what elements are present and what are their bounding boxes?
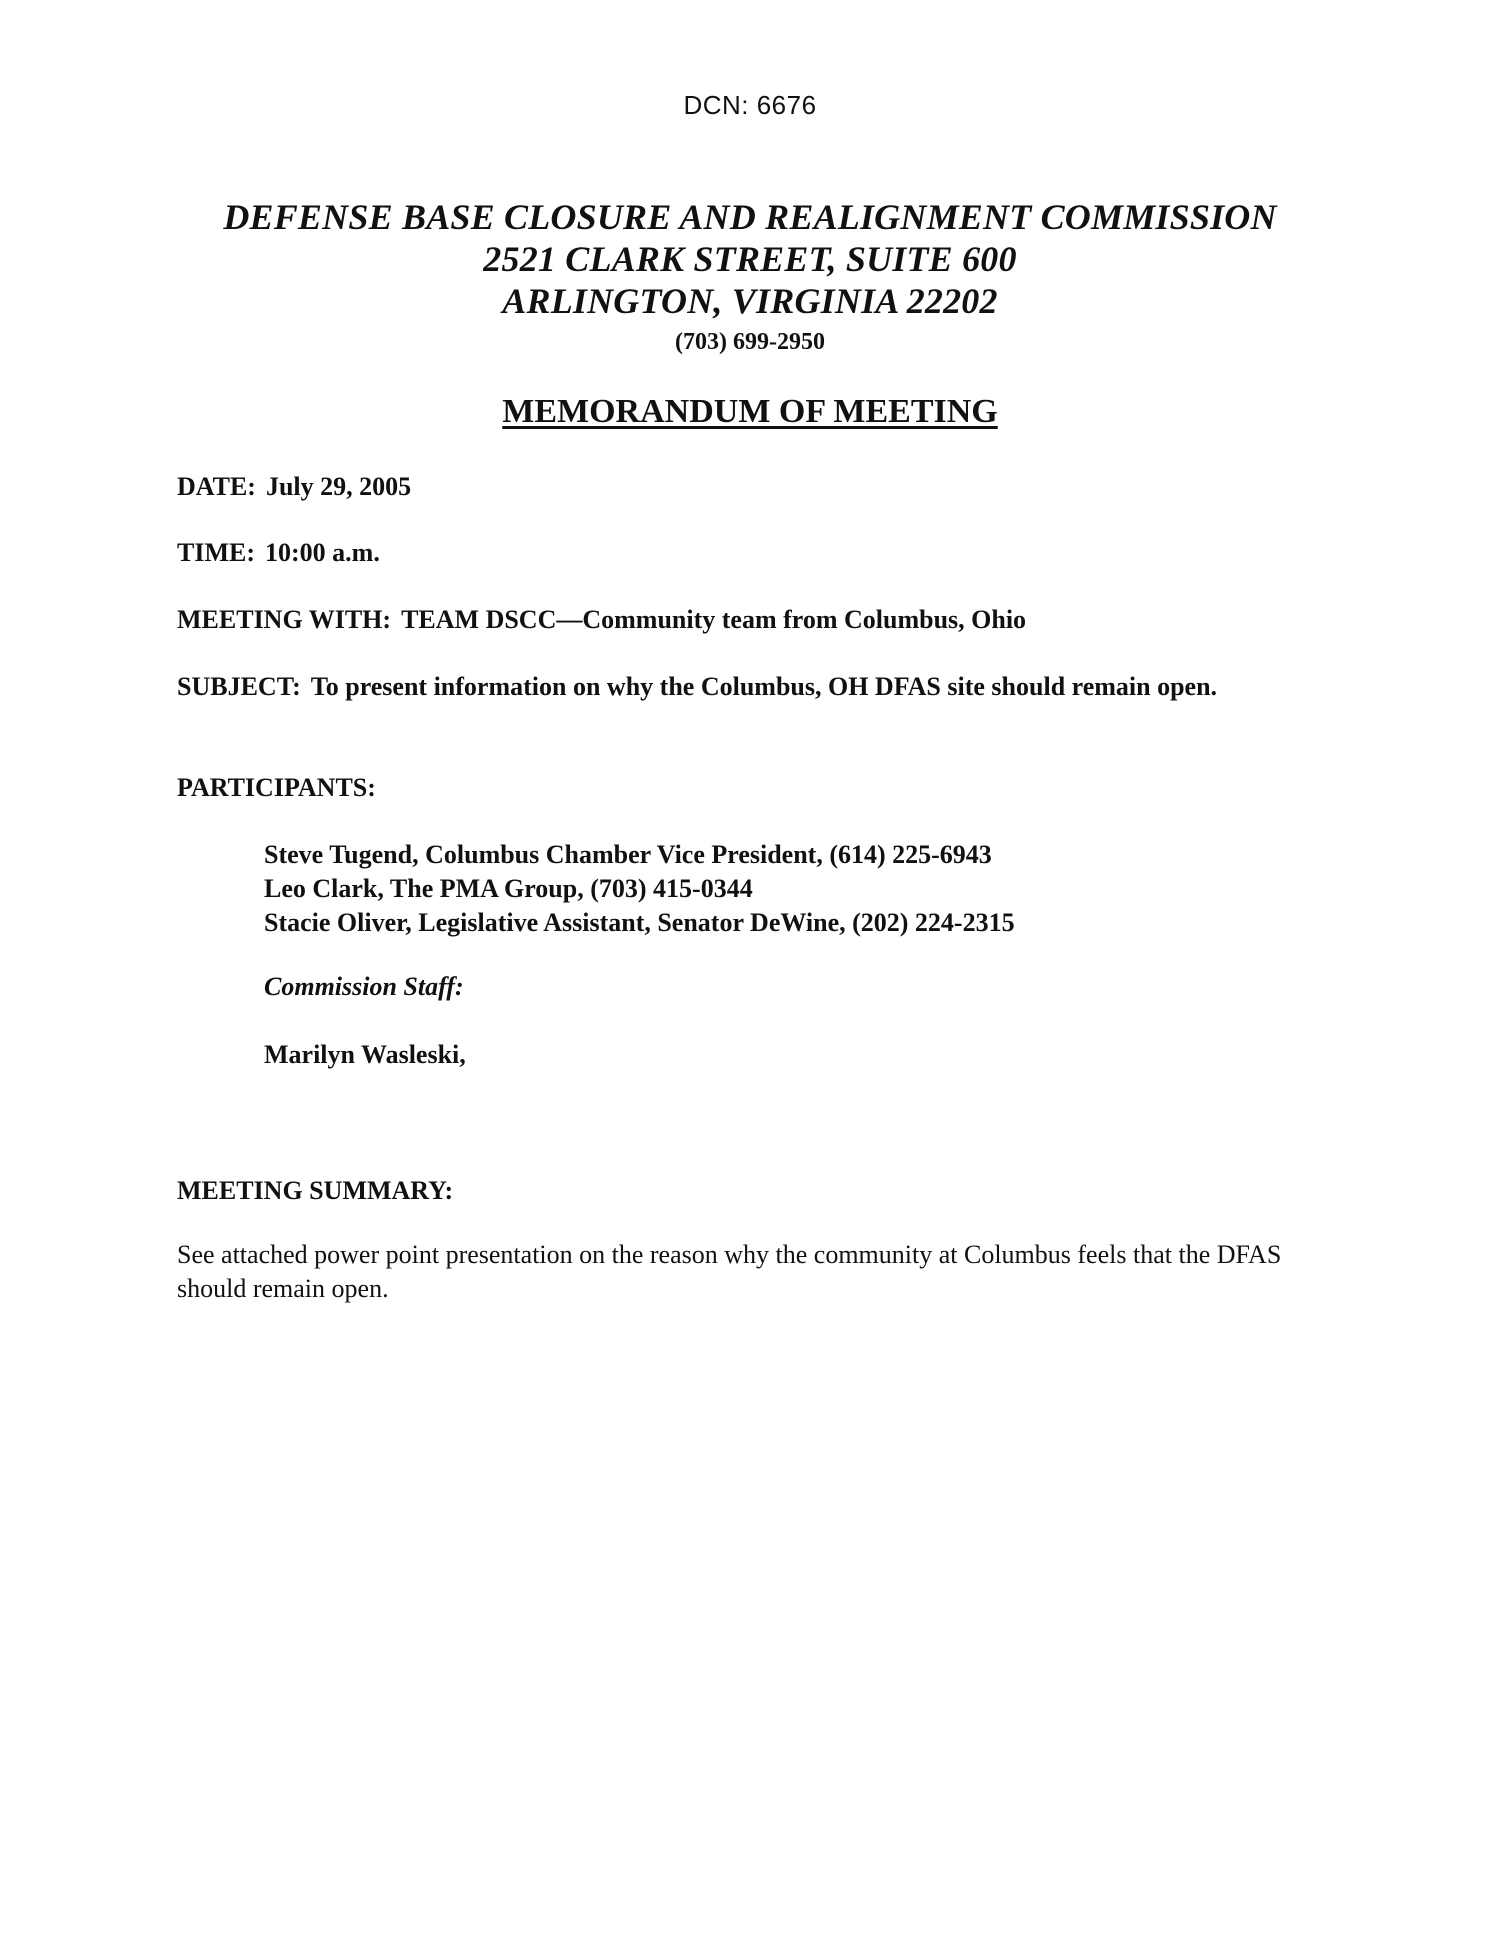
participants-heading: PARTICIPANTS: xyxy=(177,773,376,802)
meeting-summary-body: See attached power point presentation on the reason why the community at Columbus feels that the DFAS should remain open. xyxy=(177,1240,1282,1303)
commission-staff-member: Marilyn Wasleski, xyxy=(264,1040,466,1069)
participant-item: Steve Tugend, Columbus Chamber Vice President, (614) 225-6943 xyxy=(264,840,992,869)
participant-item: Leo Clark, The PMA Group, (703) 415-0344 xyxy=(264,874,753,903)
letterhead-street: 2521 CLARK STREET, SUITE 600 xyxy=(483,239,1017,279)
letterhead-city: ARLINGTON, VIRGINIA 22202 xyxy=(502,281,998,321)
date-field xyxy=(177,470,411,504)
letterhead-phone: (703) 699-2950 xyxy=(675,329,825,355)
meeting-with-field xyxy=(177,603,1026,637)
memo-title: MEMORANDUM OF MEETING xyxy=(502,393,998,430)
time-label: TIME: xyxy=(177,538,255,567)
time-value: 10:00 a.m. xyxy=(265,538,380,567)
meeting-with-value: TEAM DSCC—Community team from Columbus, Ohio xyxy=(401,605,1027,634)
meeting-summary-heading: MEETING SUMMARY: xyxy=(177,1176,454,1205)
document-control-number: DCN: 6676 xyxy=(683,90,817,120)
subject-field xyxy=(177,670,1327,704)
time-field xyxy=(177,536,380,570)
participant-item: Stacie Oliver, Legislative Assistant, Senator DeWine, (202) 224-2315 xyxy=(264,908,1015,937)
meeting-with-label: MEETING WITH: xyxy=(177,605,392,634)
subject-label: SUBJECT: xyxy=(177,672,301,701)
letterhead xyxy=(0,196,1500,358)
date-value: July 29, 2005 xyxy=(265,472,412,501)
date-label: DATE: xyxy=(177,472,256,501)
subject-value: To present information on why the Columbus, OH DFAS site should remain open. xyxy=(310,672,1218,701)
commission-staff-heading: Commission Staff: xyxy=(264,972,464,1001)
letterhead-organization: DEFENSE BASE CLOSURE AND REALIGNMENT COMMISSION xyxy=(223,197,1277,237)
